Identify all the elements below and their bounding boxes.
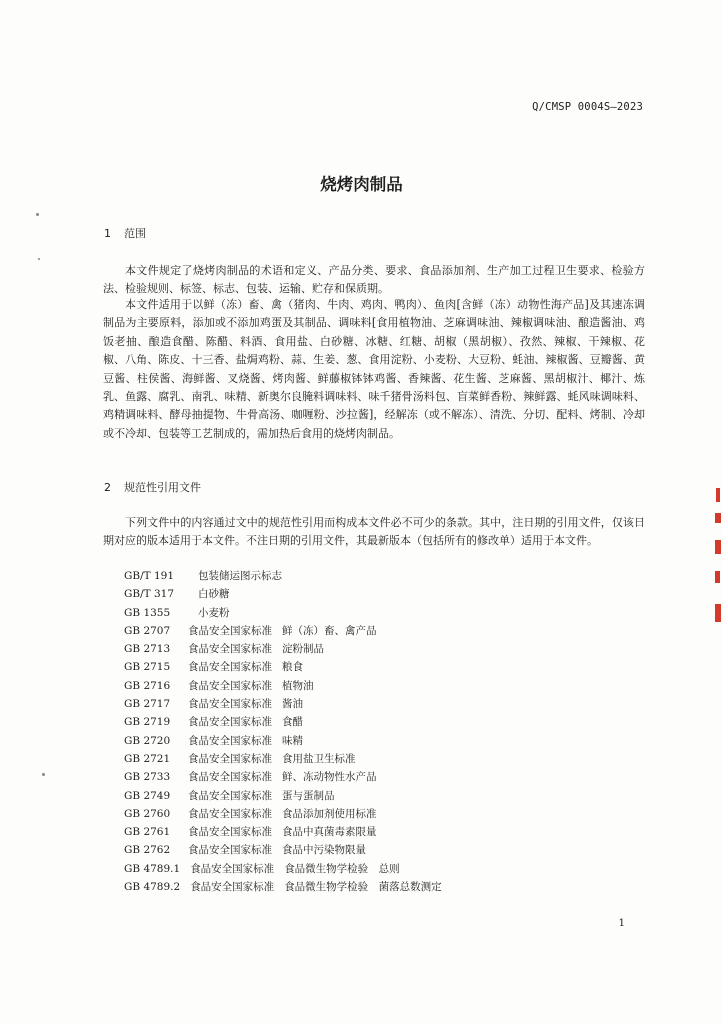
reference-standard-type: 食品安全国家标准 <box>188 734 272 747</box>
scan-speck <box>38 258 40 260</box>
reference-code: GB 4789.2 <box>124 881 181 894</box>
reference-code: GB 2720 <box>124 734 171 747</box>
reference-item <box>124 678 442 696</box>
reference-code: GB 2717 <box>124 698 171 711</box>
section-2-paragraph-1: 下列文件中的内容通过文中的规范性引用而构成本文件必不可少的条款。其中，注日期的引用文件，仅该日期对应的版本适用于本文件。不注日期的引用文件，其最新版本（包括所有的修改单）适用于本文件。 <box>103 516 645 548</box>
reference-name: 粮食 <box>282 661 303 674</box>
document-title: 烧烤肉制品 <box>320 175 403 194</box>
reference-standard-type: 食品安全国家标准 <box>188 643 272 656</box>
section-1-number: 1 <box>104 227 111 240</box>
reference-code: GB 2707 <box>124 624 171 637</box>
reference-standard-type: 食品安全国家标准 <box>188 661 272 674</box>
reference-code: GB 2719 <box>124 716 171 729</box>
reference-name: 食品微生物学检验 总则 <box>284 862 400 875</box>
document-number: Q/CMSP 0004S—2023 <box>532 101 643 113</box>
reference-code: GB/T 191 <box>124 570 175 582</box>
reference-code: GB 2721 <box>124 752 171 765</box>
reference-item <box>124 733 442 751</box>
reference-name: 蛋与蛋制品 <box>282 789 335 802</box>
reference-item <box>124 751 442 769</box>
scan-mark <box>715 540 721 554</box>
section-1-heading <box>104 225 146 241</box>
reference-code: GB/T 317 <box>124 588 175 601</box>
reference-item <box>124 769 442 787</box>
reference-standard-type: 食品安全国家标准 <box>188 844 272 857</box>
section-1-title: 范围 <box>124 227 146 240</box>
reference-code: GB 2733 <box>124 771 171 784</box>
reference-standard-type: 食品安全国家标准 <box>190 862 275 875</box>
reference-standard-type: 食品安全国家标准 <box>188 716 272 729</box>
reference-code: GB 2715 <box>124 661 171 674</box>
reference-name: 食品中污染物限量 <box>282 844 366 857</box>
scan-mark <box>715 571 720 583</box>
reference-code: GB 2713 <box>124 643 171 656</box>
reference-code: GB 2716 <box>124 679 171 692</box>
reference-item <box>124 824 442 842</box>
reference-name: 味精 <box>282 734 303 747</box>
reference-code: GB 2762 <box>124 844 171 857</box>
reference-name: 白砂糖 <box>198 588 230 601</box>
reference-name: 食品添加剂使用标准 <box>282 807 377 820</box>
reference-name: 小麦粉 <box>198 606 230 619</box>
section-1-paragraph-1: 本文件规定了烧烤肉制品的术语和定义、产品分类、要求、食品添加剂、生产加工过程卫生要求、检验方法、检验规则、标签、标志、包装、运输、贮存和保质期。 <box>103 264 645 296</box>
reference-item <box>124 568 442 586</box>
reference-standard-type: 食品安全国家标准 <box>188 826 272 839</box>
reference-name: 食用盐卫生标准 <box>282 752 356 765</box>
reference-item <box>124 659 442 677</box>
section-1-paragraph-2: 本文件适用于以鲜（冻）畜、禽（猪肉、牛肉、鸡肉、鸭肉）、鱼肉[含鲜（冻）动物性海产品]及其速冻调制品为主要原料，添加或不添加鸡蛋及其制品、调味料[食用植物油、芝麻调味油、辣椒调味油、酿造酱油、鸡饭老抽、酿造食醋、陈醋、料酒、食用盐、白砂糖、冰糖、红糖、胡椒（黑胡椒）、孜然、辣椒、干辣椒、花椒、八角、陈皮、十三香、盐焗鸡粉、蒜、生姜、葱、食用淀粉、小麦粉、大豆粉、蚝油、辣椒酱、豆瓣酱、黄豆酱、柱侯酱、海鲜酱、叉烧酱、烤肉酱、鲜藤椒钵钵鸡酱、香辣酱、花生酱、芝麻酱、黑胡椒汁、椰汁、炼乳、鱼露、腐乳、南乳、味精、新奥尔良腌料调味料、味千猪骨汤料包、盲菜鲜香粉、辣鲜露、蚝风味调味料、鸡精调味料、酵母抽提物、牛骨高汤、咖喱粉、沙拉酱]，经解冻（或不解冻）、清洗、分切、配料、烤制、冷却或不冷却、包装等工艺制成的，需加热后食用的烧烤肉制品。 <box>103 298 645 440</box>
reference-standard-type: 食品安全国家标准 <box>188 698 272 711</box>
reference-item <box>124 605 442 623</box>
reference-item <box>124 641 442 659</box>
section-2-number: 2 <box>104 481 111 494</box>
reference-standard-type: 食品安全国家标准 <box>188 624 272 637</box>
scan-mark <box>715 513 721 523</box>
reference-item <box>124 861 442 879</box>
reference-item <box>124 696 442 714</box>
section-2-heading <box>104 479 201 495</box>
reference-code: GB 2760 <box>124 807 171 820</box>
reference-name: 包装储运图示标志 <box>198 570 282 582</box>
reference-code: GB 1355 <box>124 606 171 619</box>
reference-name: 酱油 <box>282 698 303 711</box>
page-number: 1 <box>618 918 625 929</box>
scan-speck <box>36 213 39 216</box>
scan-speck <box>42 773 45 776</box>
reference-name: 鲜、冻动物性水产品 <box>282 771 377 784</box>
reference-name: 淀粉制品 <box>282 643 324 656</box>
reference-code: GB 2761 <box>124 826 171 839</box>
reference-name: 食品微生物学检验 菌落总数测定 <box>284 881 442 894</box>
reference-item <box>124 842 442 860</box>
reference-name: 植物油 <box>282 679 314 692</box>
reference-standard-type: 食品安全国家标准 <box>188 789 272 802</box>
reference-item <box>124 788 442 806</box>
scan-mark <box>715 604 721 622</box>
reference-name: 鲜（冻）畜、禽产品 <box>282 624 377 637</box>
reference-item <box>124 879 442 897</box>
reference-item <box>124 806 442 824</box>
reference-name: 食品中真菌毒素限量 <box>282 826 377 839</box>
reference-name: 食醋 <box>282 716 303 729</box>
reference-standard-type: 食品安全国家标准 <box>188 752 272 765</box>
reference-item <box>124 714 442 732</box>
scan-mark <box>716 488 720 502</box>
reference-standard-type: 食品安全国家标准 <box>188 807 272 820</box>
normative-references-list <box>124 568 442 897</box>
reference-item <box>124 623 442 641</box>
reference-standard-type: 食品安全国家标准 <box>188 771 272 784</box>
reference-item <box>124 586 442 604</box>
section-2-title: 规范性引用文件 <box>124 481 201 494</box>
reference-code: GB 4789.1 <box>124 862 181 875</box>
reference-standard-type: 食品安全国家标准 <box>190 881 275 894</box>
reference-standard-type: 食品安全国家标准 <box>188 679 272 692</box>
reference-code: GB 2749 <box>124 789 171 802</box>
